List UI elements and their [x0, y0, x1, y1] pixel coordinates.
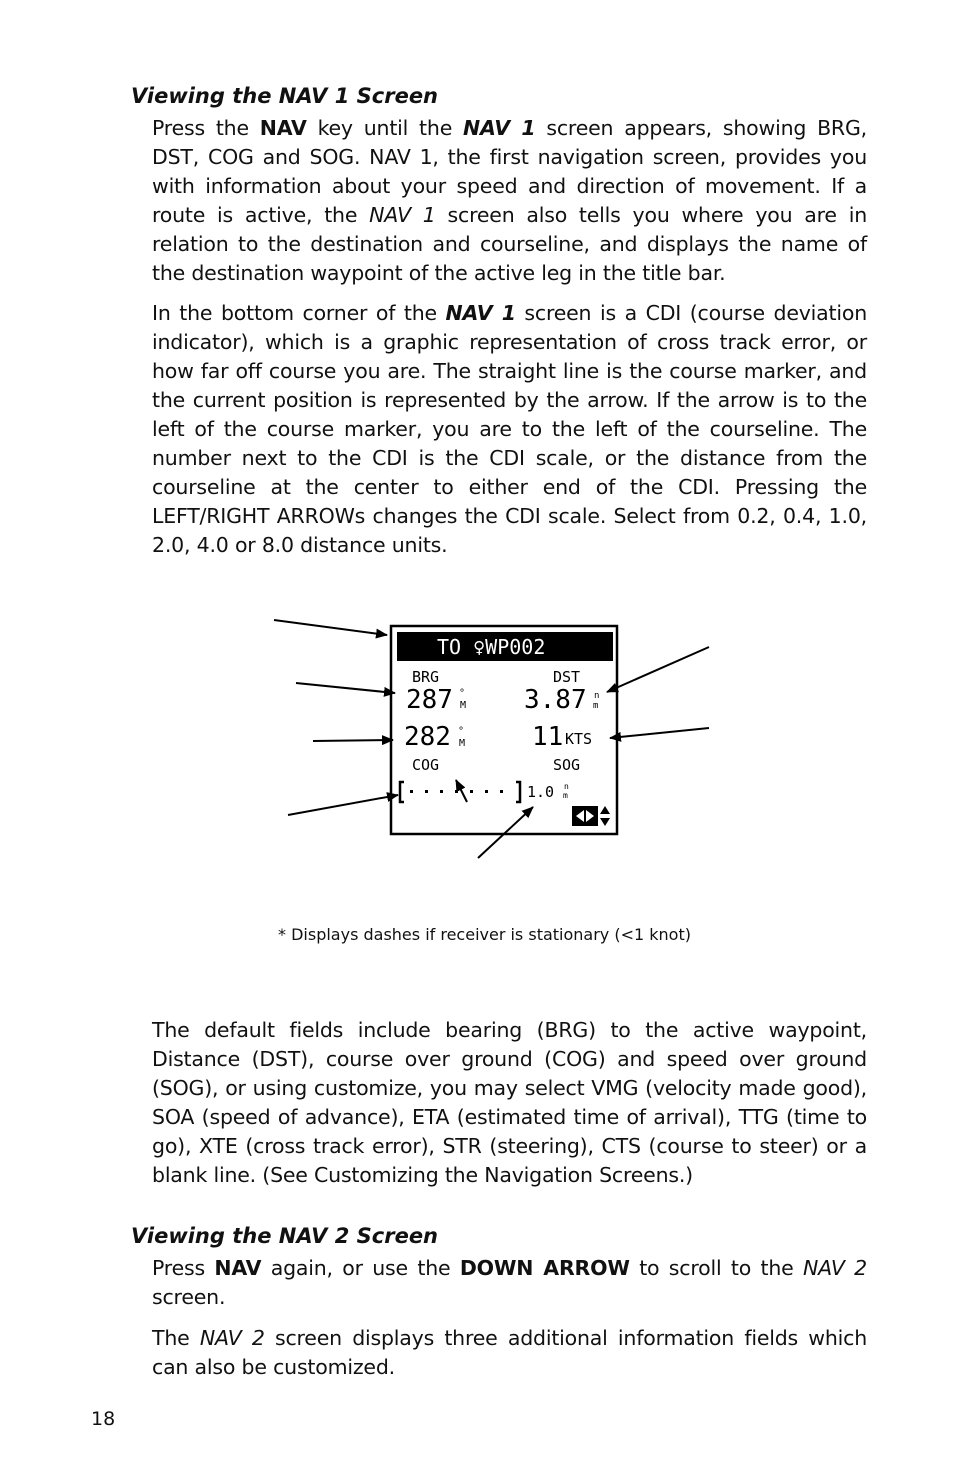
cog-label: COG	[412, 756, 440, 774]
down-arrow-key-ref: DOWN ARROW	[459, 1256, 630, 1280]
callout-arrow-sog	[610, 728, 709, 738]
callout-arrow-brg	[296, 683, 395, 693]
nav-key-ref: NAV	[214, 1256, 262, 1280]
sog-label: SOG	[553, 756, 581, 774]
default-fields-paragraph: The default fields include bearing (BRG) to the active waypoint, Distance (DST), course over ground (COG) and speed over ground (SOG), or using customize, you may select VMG (velocity made good), SOA (speed of advance), ETA (estimated time of arrival), TTG (time to go), XTE (cross track error), STR (steering), CTS (course to steer) or a blank line. (See Customizing the Navigation Screens.)	[152, 1018, 867, 1187]
cog-value: 282	[404, 722, 451, 752]
callout-arrow-cdi	[288, 795, 398, 815]
cog-unit-degree: °	[458, 726, 465, 737]
cdi-unit-bottom: m	[563, 791, 568, 800]
cog-unit-magnetic: M	[459, 738, 466, 749]
nav2-description-paragraph: The NAV 2 screen displays three additional information fields which can also be customized.	[152, 1326, 868, 1379]
dst-unit-top: n	[594, 691, 600, 701]
dst-value: 3.87	[524, 685, 587, 715]
page-number: 18	[91, 1408, 116, 1430]
brg-unit-degree: °	[459, 688, 466, 699]
callout-arrow-cog	[313, 740, 393, 741]
nav2-intro-paragraph: Press NAV again, or use the DOWN ARROW to scroll to the NAV 2 screen.	[152, 1256, 867, 1309]
cdi-unit-top: n	[564, 782, 569, 791]
brg-label: BRG	[412, 668, 440, 686]
title-bar-text: TO ♀WP002	[437, 635, 546, 659]
brg-unit-magnetic: M	[460, 700, 467, 711]
brg-value: 287	[406, 685, 453, 715]
sog-value: 11	[532, 722, 564, 752]
cdi-explanation-paragraph: In the bottom corner of the NAV 1 screen is a CDI (course deviation indicator), which is a graphic representation of cross track error, or how far off course you are. The straight line is the course marker, and the current position is represented by the arrow. If the arrow is to the left of the course marker, you are to the left of the courseline. The number next to the CDI is the CDI scale, or the distance from the courseline at the center to either end of the CDI. Pressing the LEFT/RIGHT ARROWs changes the CDI scale. Select from 0.2, 0.4, 1.0, 2.0, 4.0 or 8.0 distance units.	[152, 301, 867, 557]
callout-arrow-title	[274, 620, 387, 635]
callout-arrow-dst	[607, 647, 709, 692]
nav-key-ref: NAV	[259, 116, 307, 140]
nav1-intro-paragraph: Press the NAV key until the NAV 1 screen appears, showing BRG, DST, COG and SOG. NAV 1, the first navigation screen, provides you with information about your speed and direction of movement. If a route is active, the NAV 1 screen also tells you where you are in relation to the destination and courseline, and displays the name of the destination waypoint of the active leg in the title bar.	[152, 116, 868, 285]
nav1-screen-figure	[270, 610, 730, 870]
waypoint-icon: ♀	[473, 635, 486, 659]
nav1-screen-ref: NAV 1	[445, 301, 516, 325]
dst-label: DST	[553, 668, 581, 686]
dst-unit-bottom: m	[593, 701, 599, 711]
sog-unit: KTS	[565, 730, 593, 748]
section-heading-nav1: Viewing the NAV 1 Screen	[131, 84, 439, 108]
cdi-scale-value: 1.0	[527, 783, 555, 801]
nav1-screen-ref: NAV 1	[463, 116, 536, 140]
figure-footnote: * Displays dashes if receiver is stationary (<1 knot)	[278, 925, 691, 944]
section-heading-nav2: Viewing the NAV 2 Screen	[131, 1224, 439, 1248]
